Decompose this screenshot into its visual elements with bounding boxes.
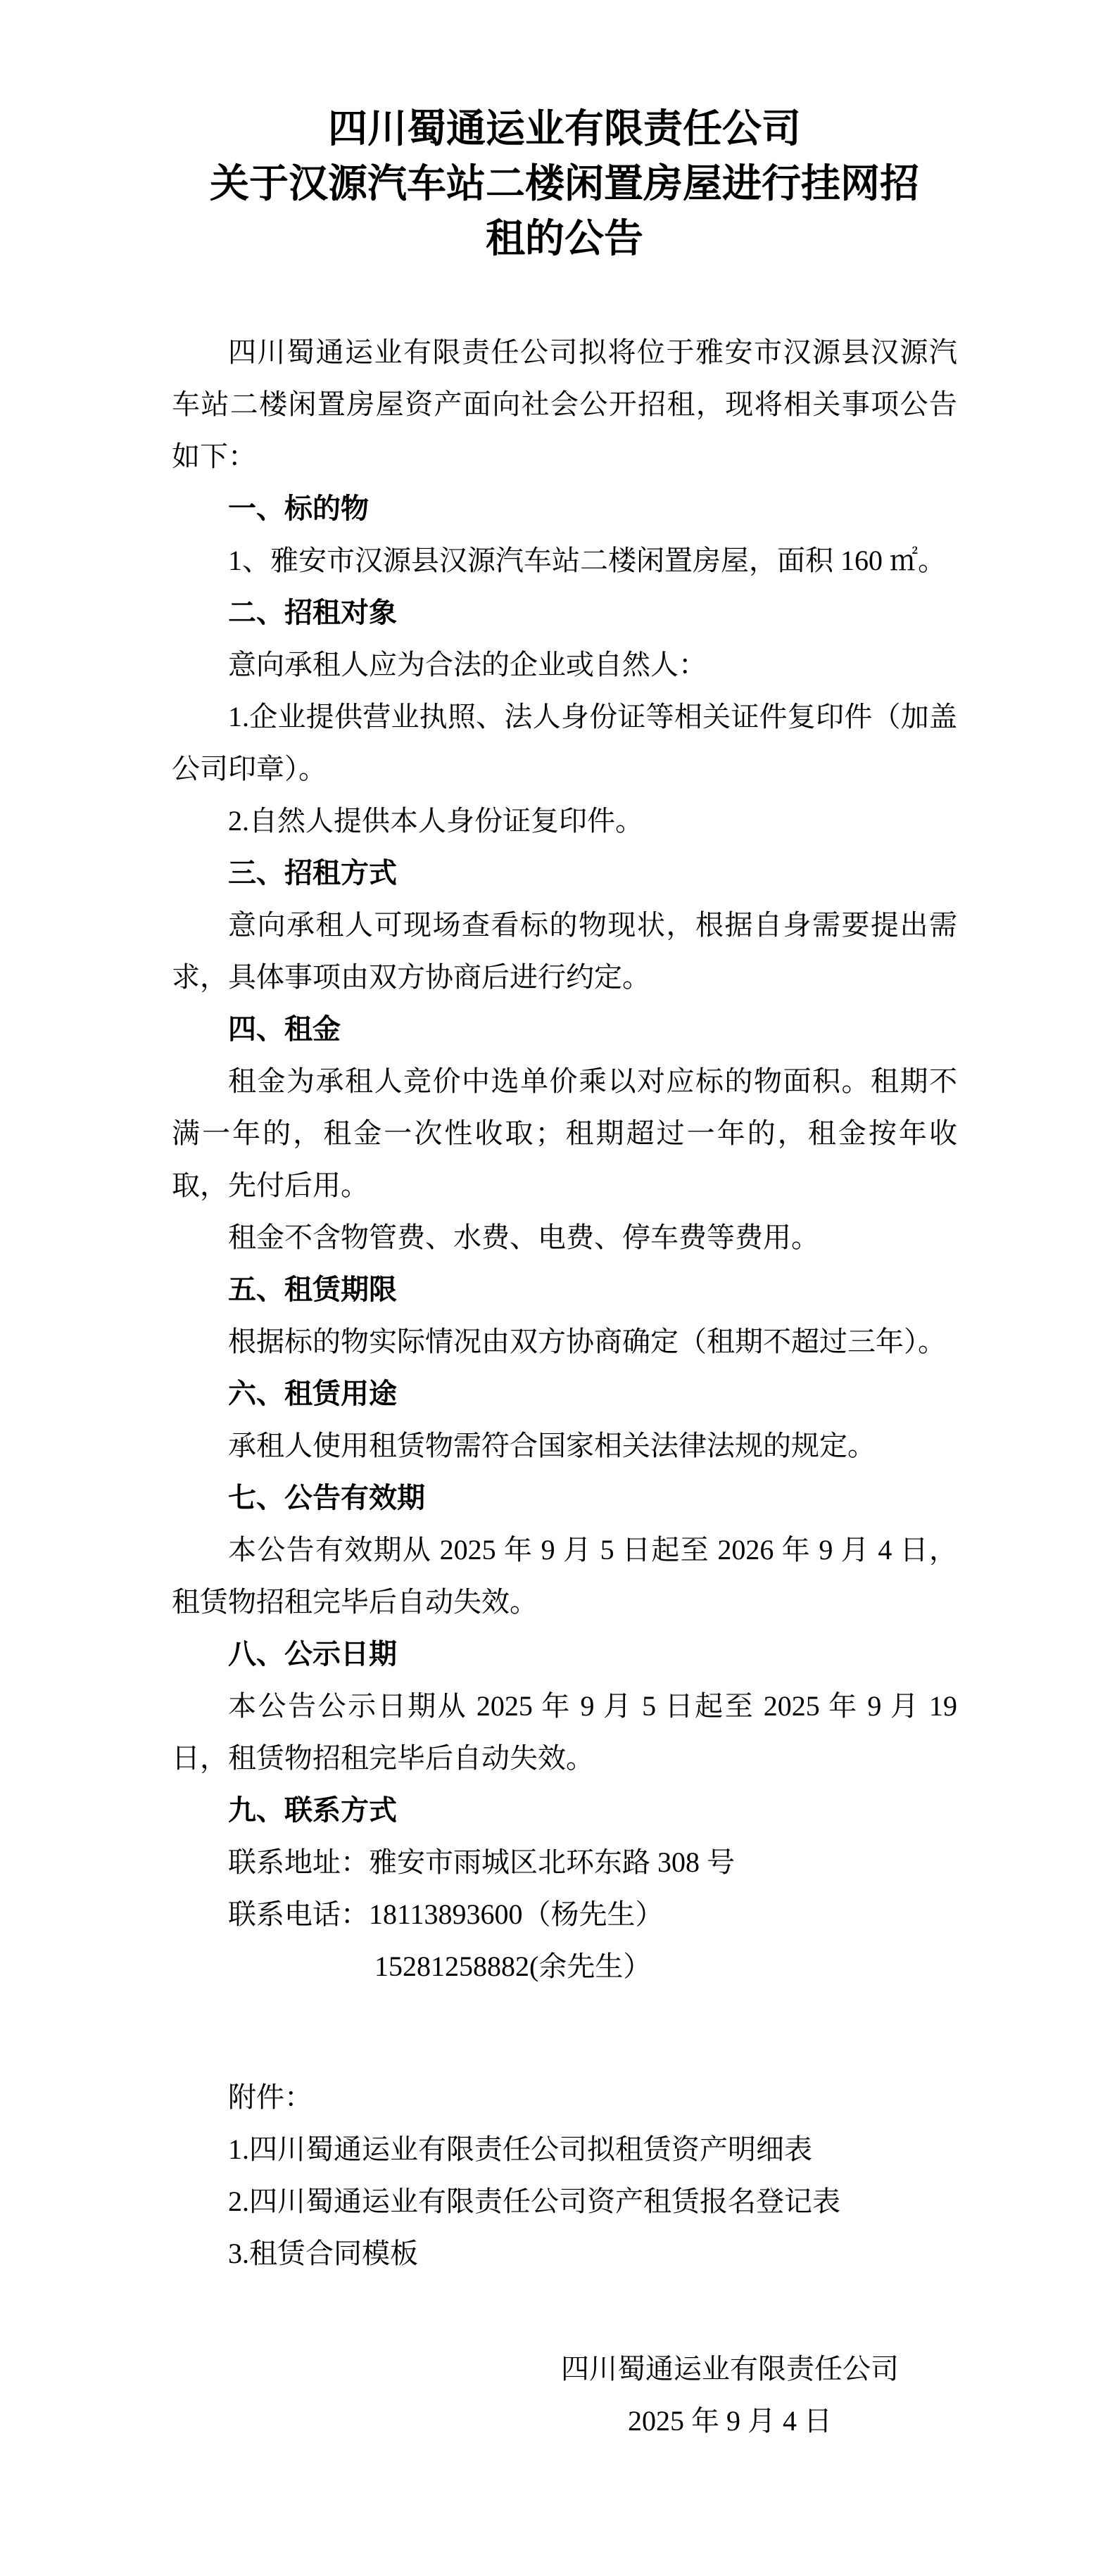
section-2-paragraph: 1.企业提供营业执照、法人身份证等相关证件复印件（加盖公司印章）。 <box>172 701 957 785</box>
section-7-paragraph: 本公告有效期从 2025 年 9 月 5 日起至 2026 年 9 月 4 日，租赁物招租完毕后自动失效。 <box>172 1534 957 1618</box>
attachment-item: 1.四川蜀通运业有限责任公司拟租赁资产明细表 <box>228 2133 812 2165</box>
contact-phone-secondary: 15281258882(余先生） <box>374 1950 652 1982</box>
signature-company: 四川蜀通运业有限责任公司 <box>561 2353 899 2385</box>
section-2-paragraph: 意向承租人应为合法的企业或自然人： <box>228 649 707 680</box>
section-4-paragraph: 租金不含物管费、水费、电费、停车费等费用。 <box>228 1222 819 1253</box>
attachments-label: 附件： <box>228 2081 313 2113</box>
document-title <box>172 102 957 267</box>
title-line-1: 四川蜀通运业有限责任公司 <box>328 108 801 151</box>
section-heading-6: 六、租赁用途 <box>228 1378 397 1409</box>
section-heading-8: 八、公示日期 <box>228 1639 397 1670</box>
section-heading-3: 三、招租方式 <box>228 858 397 889</box>
section-heading-5: 五、租赁期限 <box>228 1274 397 1305</box>
title-line-3: 租的公告 <box>486 217 643 261</box>
section-4-paragraph: 租金为承租人竞价中选单价乘以对应标的物面积。租期不满一年的，租金一次性收取；租期超过一年的，租金按年收取，先付后用。 <box>172 1065 957 1201</box>
signature-block <box>561 2343 899 2447</box>
title-line-2: 关于汉源汽车站二楼闲置房屋进行挂网招 <box>210 163 919 206</box>
section-6-paragraph: 承租人使用租赁物需符合国家相关法律法规的规定。 <box>228 1430 876 1461</box>
section-8-paragraph: 本公告公示日期从 2025 年 9 月 5 日起至 2025 年 9 月 19 日，租赁物招租完毕后自动失效。 <box>172 1690 957 1774</box>
section-heading-4: 四、租金 <box>228 1014 341 1045</box>
attachment-item: 2.四川蜀通运业有限责任公司资产租赁报名登记表 <box>228 2185 840 2217</box>
attachment-item: 3.租赁合同模板 <box>228 2238 418 2269</box>
section-2-paragraph: 2.自然人提供本人身份证复印件。 <box>228 805 643 837</box>
section-heading-7: 七、公告有效期 <box>228 1483 425 1514</box>
section-3-paragraph: 意向承租人可现场查看标的物现状，根据自身需要提出需求，具体事项由双方协商后进行约定。 <box>172 909 957 993</box>
attachments-block <box>172 2071 957 2280</box>
section-heading-9: 九、联系方式 <box>228 1795 397 1826</box>
contact-phone: 联系电话：18113893600（杨先生） <box>228 1898 664 1930</box>
section-heading-1: 一、标的物 <box>228 493 369 524</box>
section-heading-2: 二、招租对象 <box>228 597 397 628</box>
section-5-paragraph: 根据标的物实际情况由双方协商确定（租期不超过三年）。 <box>228 1326 946 1357</box>
contact-address: 联系地址：雅安市雨城区北环东路 308 号 <box>228 1846 735 1878</box>
intro-paragraph: 四川蜀通运业有限责任公司拟将位于雅安市汉源县汉源汽车站二楼闲置房屋资产面向社会公开招租，现将相关事项公告如下： <box>172 336 957 472</box>
section-1-paragraph: 1、雅安市汉源县汉源汽车站二楼闲置房屋，面积 160 ㎡。 <box>228 545 946 576</box>
signature-date: 2025 年 9 月 4 日 <box>628 2405 832 2437</box>
